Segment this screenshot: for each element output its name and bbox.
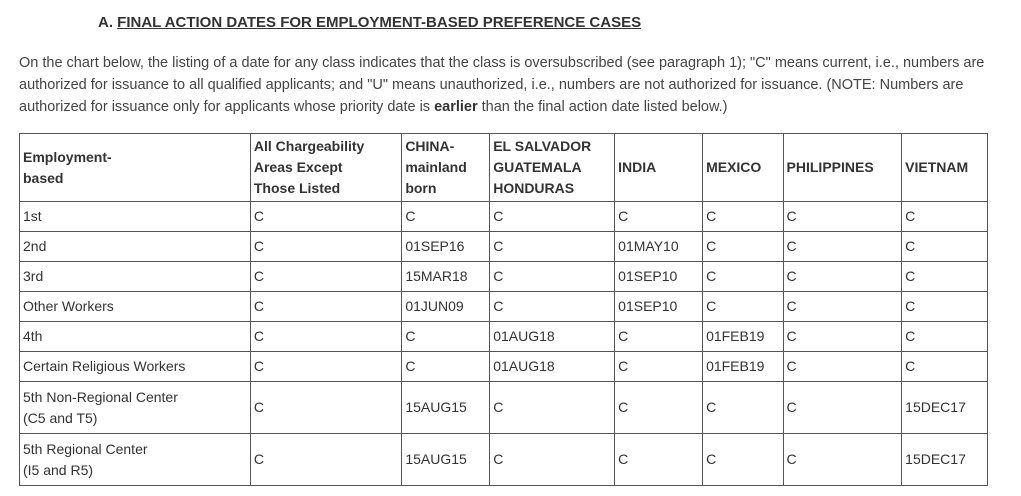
date-cell-el-salvador-guatemala-honduras: 01AUG18 [490,352,615,382]
table-row [20,262,988,292]
column-header-line: EL SALVADOR [493,138,592,154]
date-cell-el-salvador-guatemala-honduras: C [490,232,615,262]
date-cell-mexico: C [703,202,783,232]
row-category-line: 4th [23,328,43,344]
row-category [20,232,251,262]
date-cell-china: 01SEP16 [402,232,490,262]
column-header-vietnam [902,134,988,202]
row-category-line: Other Workers [23,298,114,314]
column-header-employment-based [20,134,251,202]
date-cell-el-salvador-guatemala-honduras: C [490,202,615,232]
date-cell-vietnam: C [902,202,988,232]
column-header-line: CHINA- [405,138,455,154]
final-action-dates-table [19,133,988,486]
date-cell-india: 01SEP10 [615,262,703,292]
column-header-line: MEXICO [706,159,762,175]
table-row [20,382,988,434]
row-category-line: 1st [23,208,42,224]
date-cell-el-salvador-guatemala-honduras: C [490,292,615,322]
date-cell-vietnam: C [902,352,988,382]
table-row [20,322,988,352]
column-header-line: VIETNAM [905,159,969,175]
column-header-line: born [405,180,437,196]
column-header-line: INDIA [618,159,657,175]
column-header-mexico [703,134,783,202]
row-category-line: Certain Religious Workers [23,358,186,374]
date-cell-vietnam: 15DEC17 [902,434,988,486]
date-cell-india: 01MAY10 [615,232,703,262]
date-cell-india: C [615,352,703,382]
date-cell-el-salvador-guatemala-honduras: C [490,434,615,486]
table-row [20,434,988,486]
date-cell-mexico: 01FEB19 [703,322,783,352]
date-cell-china: 01JUN09 [402,292,490,322]
date-cell-vietnam: C [902,292,988,322]
date-cell-vietnam: C [902,232,988,262]
intro-text-after: than the final action date listed below.) [477,99,728,115]
row-category [20,434,251,486]
date-cell-philippines: C [783,292,902,322]
column-header-china [402,134,490,202]
date-cell-all-chargeability: C [250,322,401,352]
column-header-el-salvador-guatemala-honduras [490,134,615,202]
date-cell-mexico: C [703,382,783,434]
row-category [20,352,251,382]
column-header-line: Areas Except [253,159,343,175]
column-header-all-chargeability [250,134,401,202]
date-cell-india: C [615,434,703,486]
table-row [20,202,988,232]
date-cell-all-chargeability: C [250,202,401,232]
row-category-line: 5th Regional Center [23,440,148,457]
date-cell-philippines: C [783,382,902,434]
table-header-row [20,134,988,202]
column-header-line: Employment- [23,148,112,165]
date-cell-vietnam: 15DEC17 [902,382,988,434]
row-category-line: 2nd [23,238,47,254]
date-cell-china: C [402,202,490,232]
row-category [20,322,251,352]
column-header-line: based [23,169,64,186]
section-title: FINAL ACTION DATES FOR EMPLOYMENT-BASED PREFERENCE CASES [117,14,642,31]
date-cell-mexico: 01FEB19 [703,352,783,382]
column-header-line: mainland [405,159,467,175]
column-header-line: HONDURAS [493,180,575,196]
column-header-india [615,134,703,202]
date-cell-all-chargeability: C [250,352,401,382]
date-cell-china: 15AUG15 [402,434,490,486]
date-cell-el-salvador-guatemala-honduras: C [490,262,615,292]
table-row [20,232,988,262]
date-cell-mexico: C [703,434,783,486]
row-category [20,292,251,322]
date-cell-china: 15AUG15 [402,382,490,434]
column-header-line: PHILIPPINES [786,159,874,175]
column-header-line: All Chargeability [253,138,365,154]
section-heading [98,14,641,31]
intro-bold-word: earlier [434,99,478,115]
row-category [20,382,251,434]
date-cell-el-salvador-guatemala-honduras: 01AUG18 [490,322,615,352]
table-row [20,352,988,382]
date-cell-all-chargeability: C [250,382,401,434]
date-cell-india: C [615,382,703,434]
date-cell-india: C [615,202,703,232]
date-cell-philippines: C [783,352,902,382]
date-cell-el-salvador-guatemala-honduras: C [490,382,615,434]
date-cell-philippines: C [783,232,902,262]
date-cell-all-chargeability: C [250,232,401,262]
date-cell-philippines: C [783,262,902,292]
date-cell-vietnam: C [902,262,988,292]
date-cell-mexico: C [703,262,783,292]
row-category [20,262,251,292]
date-cell-vietnam: C [902,322,988,352]
column-header-philippines [783,134,902,202]
intro-paragraph [19,52,1004,118]
table-row [20,292,988,322]
date-cell-philippines: C [783,322,902,352]
date-cell-india: 01SEP10 [615,292,703,322]
row-category-line: 5th Non-Regional Center [23,388,178,405]
row-category-line: (C5 and T5) [23,409,98,426]
section-marker: A. [98,14,113,31]
date-cell-china: 15MAR18 [402,262,490,292]
intro-text-before: On the chart below, the listing of a date for any class indicates that the class is oversubscribed (see paragraph 1); "C" means current, i.e., numbers are authorized for issuance to all qualified applicants; and "U" means unauthorized, i.e., numbers are not authorized for issuance. (NOTE: Numbers are authorized for issuance only for applicants whose priority date is [19,55,985,115]
date-cell-all-chargeability: C [250,292,401,322]
date-cell-mexico: C [703,292,783,322]
table-body [20,202,988,486]
date-cell-philippines: C [783,434,902,486]
date-cell-china: C [402,352,490,382]
row-category [20,202,251,232]
column-header-line: GUATEMALA [493,159,582,175]
date-cell-all-chargeability: C [250,434,401,486]
date-cell-mexico: C [703,232,783,262]
row-category-line: 3rd [23,268,44,284]
date-cell-china: C [402,322,490,352]
date-cell-india: C [615,322,703,352]
row-category-line: (I5 and R5) [23,461,94,478]
date-cell-philippines: C [783,202,902,232]
date-cell-all-chargeability: C [250,262,401,292]
column-header-line: Those Listed [253,180,341,196]
